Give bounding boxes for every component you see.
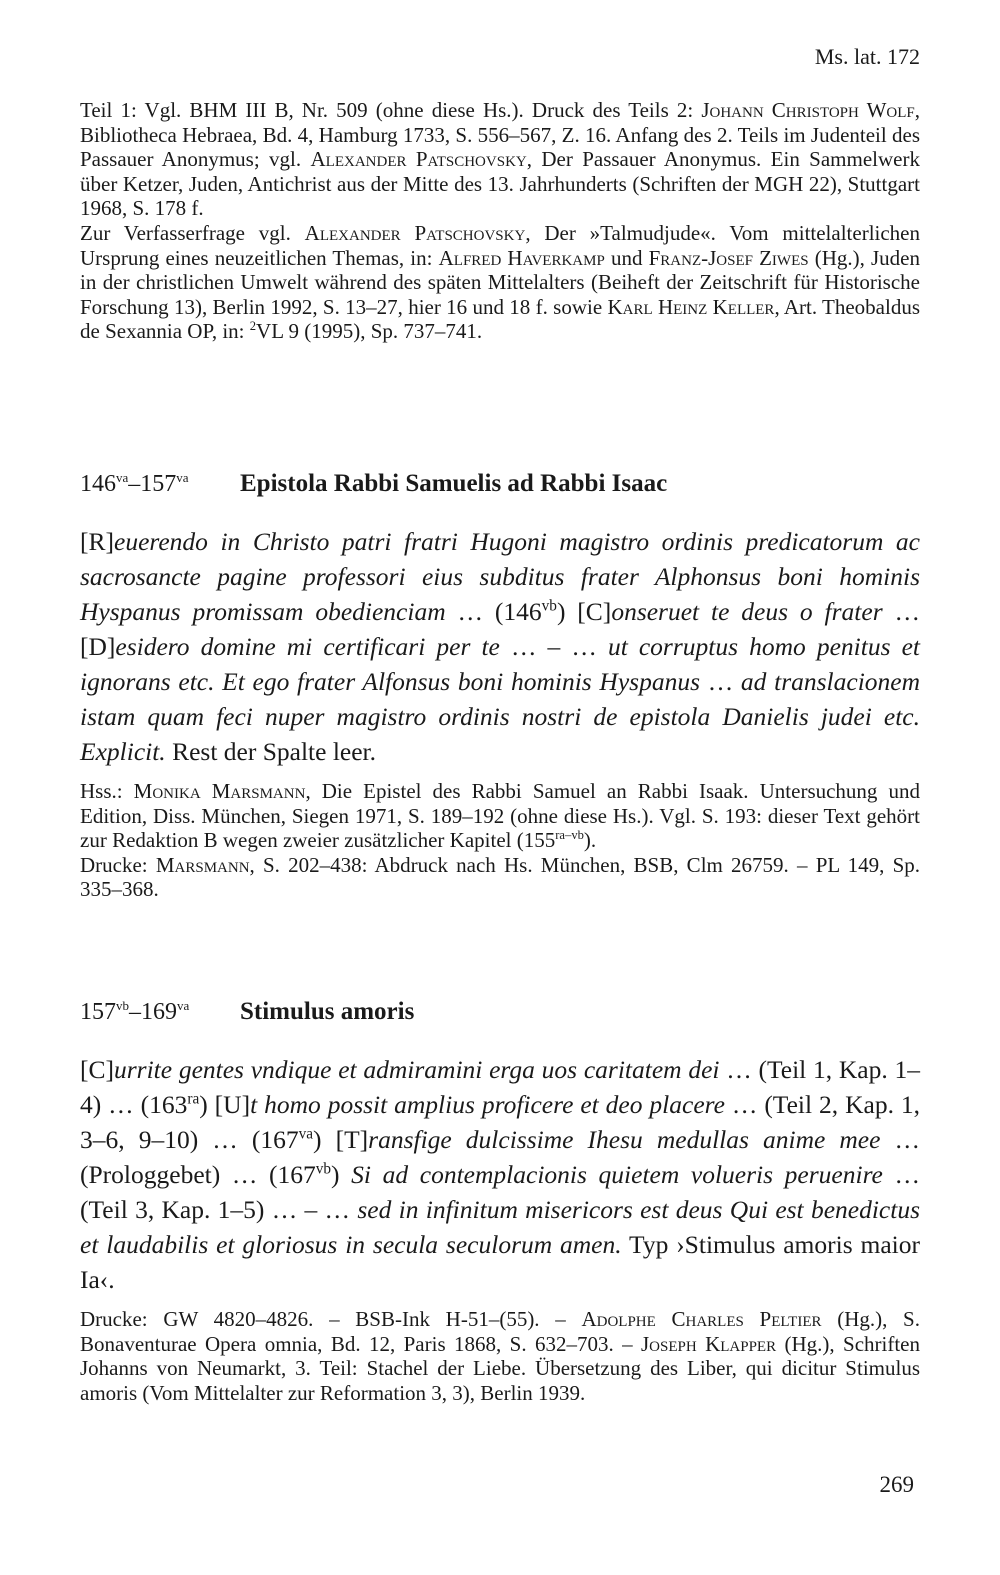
entry-heading-1: [80, 470, 920, 498]
prints-note: Drucke: Marsmann, S. 202–438: Abdruck nach Hs. München, BSB, Clm 26759. – PL 149, Sp. 335–368.: [80, 852, 921, 902]
prints-note: Drucke: GW 4820–4826. – BSB-Ink H-51–(55). – Adolphe Charles Peltier (Hg.), S. Bonaventurae Opera omnia, Bd. 12, Paris 1868, S. 632–703. – Joseph Klapper (Hg.), Schriften Johanns von Neumarkt, 3. Teil: Stachel der Liebe. Übersetzung des Liber, qui dicitur Stimulus amoris (Vom Mittelalter zur Reformation 3, 3), Berlin 1939.: [80, 1307, 921, 1405]
author-name: Alexander Patschovsky: [310, 147, 527, 172]
text: , Der Passauer Anonymus. Ein Sammelwerk über Ketzer, Juden, Antichrist aus der Mitte des 13. Jahrhunderts (Schriften der MGH 22), Stuttgart 1968, S. 178 f.: [80, 147, 920, 221]
text: VL 9 (1995), Sp. 737–741.: [256, 319, 483, 344]
author-name: Alfred Haverkamp: [438, 245, 605, 270]
entry-title: Epistola Rabbi Samuelis ad Rabbi Isaac: [240, 470, 668, 497]
entry-title: Stimulus amoris: [240, 998, 415, 1025]
author-name: Franz-Josef Ziwes: [648, 245, 809, 270]
text: Zur Verfasserfrage vgl.: [80, 220, 305, 245]
author-name: Karl Heinz Keller: [607, 294, 775, 319]
folio-range: $157^{vb}-169^{va}$: [80, 998, 190, 1025]
author-name: Johann Christoph Wolf: [701, 98, 915, 122]
text: , Bibliotheca Hebraea, Bd. 4, Hamburg 1733, S. 556–567, Z. 16. Anfang des 2. Teils im Judenteil des Passauer Anonymus; vgl.: [80, 98, 920, 172]
text: Teil 1: Vgl. BHM III B, Nr. 509 (ohne diese Hs.). Druck des Teils 2:: [80, 98, 702, 122]
text: , Der »Talmudjude«. Vom mittelalterlichen Ursprung eines neuzeitlichen Themas, in:: [80, 220, 921, 270]
superscript: 2: [249, 319, 257, 334]
text: , Art. Theobaldus de Sexannia OP, in:: [80, 294, 920, 344]
text: (Hg.), Juden in der christlichen Umwelt während des späten Mittelalters (Beiheft der Zeitschrift für Historische Forschung 13), Berlin 1992, S. 13–27, hier 16 und 18 f. sowie: [80, 245, 921, 319]
author-name: Alexander Patschovsky: [304, 220, 526, 245]
page-number: 269: [879, 1472, 914, 1497]
incipit-explicit: [C]urrite gentes vndique et admiramini erga uos caritatem dei … (Teil 1, Kap. 1–4) … $(163^{ra})$ [U]t homo possit amplius proficere et deo placere … (Teil 2, Kap. 1, 3–6, 9–10) … $(167^{va})$ [T]ransfige dulcissime Ihesu medullas anime mee … (Prologgebet) … $(167^{vb})$ Si ad contemplacionis quietem volueris peruenire … (Teil 3, Kap. 1–5) … – … sed in infinitum misericors est deus Qui est benedictus et laudabilis et gloriosus in secula seculorum amen. Typ ›Stimulus amoris maior Ia‹.: [80, 1055, 921, 1294]
entry-2-body: [80, 1052, 920, 1405]
intro-paragraph-1: [80, 98, 920, 221]
intro-notes: [80, 98, 920, 344]
entry-1-body: [80, 524, 920, 902]
page: [80, 0, 920, 1575]
folio-range: $146^{va}-157^{va}$: [80, 470, 189, 497]
intro-paragraph-2: [80, 221, 920, 344]
manuscripts-note: Hss.: Monika Marsmann, Die Epistel des Rabbi Samuel an Rabbi Isaak. Untersuchung und Edition, Diss. München, Siegen 1971, S. 189–192 (ohne diese Hs.). Vgl. S. 193: dieser Text gehört zur Redaktion B wegen zweier zusätzlicher Kapitel $(155^{ra-vb})$.: [80, 779, 921, 853]
text: und: [604, 245, 649, 270]
running-head: Ms. lat. 172: [814, 44, 920, 69]
incipit-explicit: [R]euerendo in Christo patri fratri Hugoni magistro ordinis predicatorum ac sacrosancte pagine professori eius subditus frater Alphonsus boni hominis Hyspanus promissam obedienciam … $(146^{vb})$ [C]onseruet te deus o frater … [D]esidero domine mi certificari per te … – … ut corruptus homo penitus et ignorans etc. Et ego frater Alfonsus boni hominis Hyspanus … ad translacionem istam quam feci nuper magistro ordinis nostri de epistola Danielis judei etc. Explicit. Rest der Spalte leer.: [80, 527, 921, 766]
entry-heading-2: [80, 998, 920, 1026]
